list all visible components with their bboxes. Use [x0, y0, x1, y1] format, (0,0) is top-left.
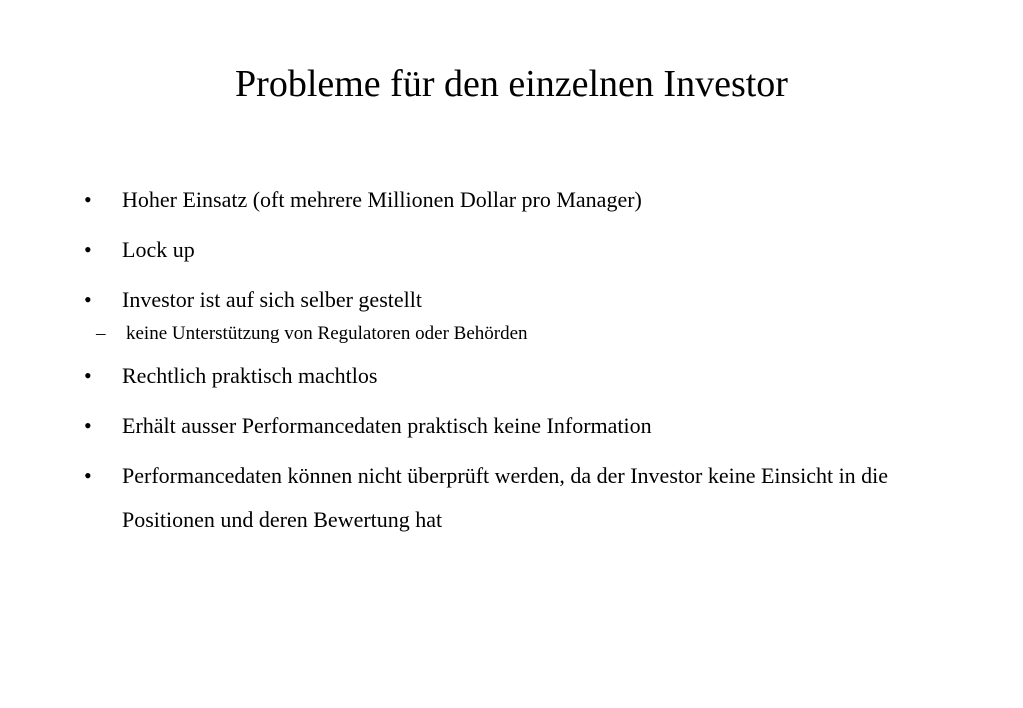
- list-item: [84, 454, 944, 542]
- list-item-text: Erhält ausser Performancedaten praktisch keine Information: [122, 413, 652, 438]
- list-item-text: Lock up: [122, 237, 195, 262]
- list-item: [84, 178, 944, 222]
- dash-icon: –: [96, 323, 106, 344]
- list-item: [84, 278, 944, 322]
- bullet-icon: •: [84, 187, 92, 212]
- bullet-icon: •: [84, 237, 92, 262]
- bullet-icon: •: [84, 413, 92, 438]
- slide-title: Probleme für den einzelnen Investor: [235, 63, 788, 105]
- list-item-text: Hoher Einsatz (oft mehrere Millionen Dollar pro Manager): [122, 187, 642, 212]
- bullet-list: [84, 178, 944, 548]
- sub-list-item: [96, 318, 944, 350]
- list-item-text: Investor ist auf sich selber gestellt: [122, 287, 422, 312]
- list-item: [84, 228, 944, 272]
- list-item-text: Rechtlich praktisch machtlos: [122, 363, 378, 388]
- list-item: [84, 404, 944, 448]
- bullet-icon: •: [84, 363, 92, 388]
- bullet-icon: •: [84, 463, 92, 488]
- list-item: [84, 354, 944, 398]
- sub-list-container: [84, 318, 944, 350]
- sub-list: [84, 318, 944, 350]
- list-item-text: Performancedaten können nicht überprüft werden, da der Investor keine Einsicht in die Positionen und deren Bewertung hat: [122, 463, 889, 532]
- bullet-icon: •: [84, 287, 92, 312]
- sub-list-item-text: keine Unterstützung von Regulatoren oder Behörden: [126, 323, 528, 344]
